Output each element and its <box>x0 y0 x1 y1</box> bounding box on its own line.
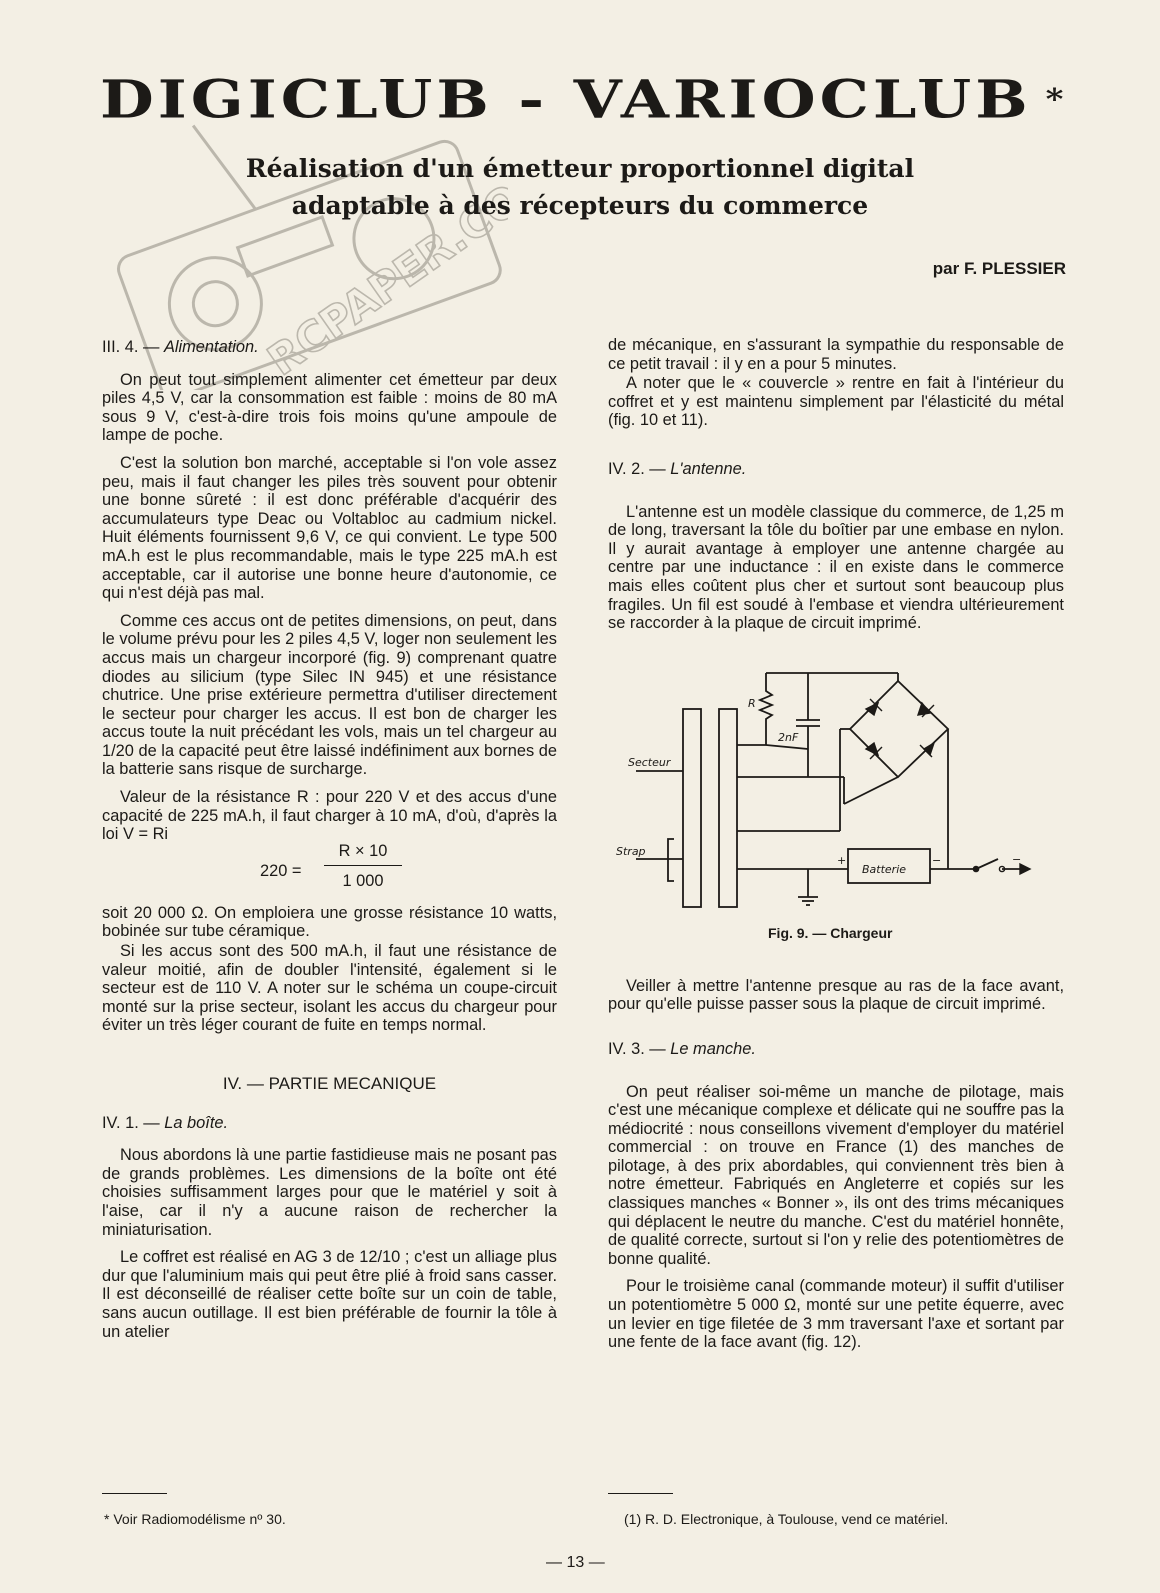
paragraph: A noter que le « couvercle » rentre en fait à l'intérieur du coffret et y est maintenu simplement par l'élasticité du métal (fig. 10 et 11). <box>608 374 1064 430</box>
watermark-text: RCPAPER.COM <box>258 150 508 386</box>
arrow-icon <box>1020 864 1030 874</box>
figure-9 <box>608 659 1064 959</box>
section-heading: IV. — PARTIE MECANIQUE <box>222 1074 437 1093</box>
strap-bracket <box>668 839 674 881</box>
paragraph: Nous abordons là une partie fastidieuse mais ne posant pas de grands problèmes. Les dimensions de la boîte ont été choisies suffisamment larges pour que le matériel y soit à l'aise, car il n'y a aucune raison de rechercher la miniaturisation. <box>102 1146 557 1239</box>
heading-boite: IV. 1. — La boîte. <box>102 1113 229 1132</box>
paragraph: soit 20 000 Ω. On emploiera une grosse résistance 10 watts, bobinée sur tube céramique. <box>102 903 557 941</box>
paragraph: Veiller à mettre l'antenne presque au ras de la face avant, pour qu'elle puisse passer sous la plaque de circuit imprimé. <box>608 976 1064 1014</box>
footnote-rule-left <box>102 1493 167 1494</box>
charger-schematic <box>608 659 1064 919</box>
subtitle-line-1: Réalisation d'un émetteur proportionnel digital <box>245 154 915 183</box>
paragraph: On peut tout simplement alimenter cet émetteur par deux piles 4,5 V, car la consommation est faible : moins de 80 mA sous 9 V, c'est-à-dire trois fois moins qu'une ampoule de lampe de poche. <box>102 370 557 445</box>
paragraph: Comme ces accus ont de petites dimensions, on peut, dans le volume prévu pour les 2 piles 4,5 V, loger non seulement les accus mais un chargeur incorporé (fig. 9) comprenant quatre diodes au silicium (type Silec IN 945) et une résistance chutrice. Une prise extérieure permettra d'utiliser directement le secteur pour charger les accus. Il est bon de charger les accus toute la nuit précédant les vols, mais un tel chargeur au 1/20 de la capacité peut être laissé indéfiniment aux bornes de la batterie sans risque de surcharge. <box>102 611 557 779</box>
paragraph: Si les accus sont des 500 mA.h, il faut une résistance de valeur moitié, afin de doubler l'intensité, également si le secteur est de 110 V. A noter sur le schéma un coupe-circuit monté sur la prise secteur, isolant les accus du chargeur pour éviter un très léger courant de fuite en temps normal. <box>102 942 557 1035</box>
heading-antenne: IV. 2. — L'antenne. <box>608 459 747 478</box>
label-batterie: Batterie <box>862 862 907 876</box>
label-r: R <box>748 696 756 710</box>
label-capacitor: 2nF <box>778 730 799 744</box>
resistor-r <box>760 673 772 729</box>
paragraph: Valeur de la résistance R : pour 220 V et des accus d'une capacité de 225 mA.h, il faut charger à 10 mA, d'où, d'après la loi V = Ri <box>102 788 557 844</box>
title-mark: * <box>1045 82 1068 117</box>
footnote-right: (1) R. D. Electronique, à Toulouse, vend ce matériel. <box>624 1511 949 1527</box>
label-secteur: Secteur <box>628 755 671 769</box>
paragraph: L'antenne est un modèle classique du commerce, de 1,25 m de long, traversant la tôle du boîtier par une embase en nylon. Il y aurait avantage à employer une antenne chargée au centre par une inductance : il en existe dans le commerce mais elles coûtent plus cher et surtout sont beaucoup plus fragiles. Un fil est soudé à l'embase et viendra ultérieurement se raccorder à la plaque de circuit imprimé. <box>608 502 1064 633</box>
label-minus: − <box>1012 852 1022 866</box>
connector-plate-2 <box>719 709 737 907</box>
byline: par F. PLESSIER <box>932 259 1066 278</box>
connector-plate-1 <box>683 709 701 907</box>
fraction-bar <box>324 865 402 866</box>
paragraph: de mécanique, en s'assurant la sympathie du responsable de ce petit travail : il y en a pour 5 minutes. <box>608 336 1064 373</box>
article-subtitle <box>120 150 1040 224</box>
label-strap: Strap <box>616 844 646 858</box>
paragraph: Pour le troisième canal (commande moteur) il suffit d'utiliser un potentiomètre 5 000 Ω, monté sur une petite équerre, avec un levier en tige filetée de 3 mm traversant l'axe et sortant par une fente de la face avant (fig. 12). <box>608 1277 1064 1352</box>
switch-lever <box>976 859 998 869</box>
formula-lhs: 220 = <box>260 861 302 880</box>
formula <box>102 841 557 898</box>
footnote-rule-right <box>608 1493 673 1494</box>
label-minus: − <box>932 853 942 867</box>
switch-contact <box>973 866 978 871</box>
paragraph: Le coffret est réalisé en AG 3 de 12/10 ; c'est un alliage plus dur que l'aluminium mais qui peut être plié à froid sans casser. Il est déconseillé de réaliser cette boîte sur un coin de table, sans aucun outillage. Il est bien préférable de fournir la tôle à un atelier <box>102 1248 557 1341</box>
heading-manche: IV. 3. — Le manche. <box>608 1039 756 1058</box>
right-column <box>608 336 1064 1361</box>
footnote-left: * Voir Radiomodélisme nº 30. <box>104 1511 286 1527</box>
paragraph: On peut réaliser soi-même un manche de pilotage, mais c'est une mécanique complexe et délicate qui ne souffre pas la médiocrité : nous conseillons vivement d'employer du matériel commercial : on trouve en France (1) des manches de pilotage, à des prix abordables, qui conviennent très bien à notre émetteur. Fabriqués en Angleterre et copiés sur les classiques manches « Bonner », ils ont des trims mécaniques qui déplacent le neutre du manche. C'est du matériel honnête, de qualité correcte, surtout si l'on y relie des potentiomètres de bonne qualité. <box>608 1082 1064 1268</box>
left-column <box>102 338 557 1350</box>
subtitle-line-2: adaptable à des récepteurs du commerce <box>291 191 869 220</box>
heading-alimentation: III. 4. — Alimentation. <box>102 338 259 356</box>
figure-caption: Fig. 9. — Chargeur <box>768 924 893 941</box>
title-text: DIGICLUB - VARIOCLUB <box>100 68 1032 131</box>
formula-numerator: R × 10 <box>338 841 388 860</box>
label-plus: + <box>837 853 847 867</box>
paragraph: C'est la solution bon marché, acceptable si l'on vole assez peu, mais il faut changer les piles très souvent pour obtenir une bonne sûreté : il est donc préférable d'acquérir des accumulateurs type Deac ou Voltabloc au cadmium nickel. Huit éléments fournissent 9,6 V, ce qui convient. Le type 500 mA.h est le plus recommandable, mais le type 225 mA.h est acceptable, car il autorise une bonne heure d'autonomie, ce qui n'est déjà pas mal. <box>102 453 557 603</box>
article-title <box>100 68 1068 131</box>
diode-bridge <box>850 681 948 777</box>
formula-denominator: 1 000 <box>342 871 384 890</box>
page-number: — 13 — <box>546 1554 605 1571</box>
